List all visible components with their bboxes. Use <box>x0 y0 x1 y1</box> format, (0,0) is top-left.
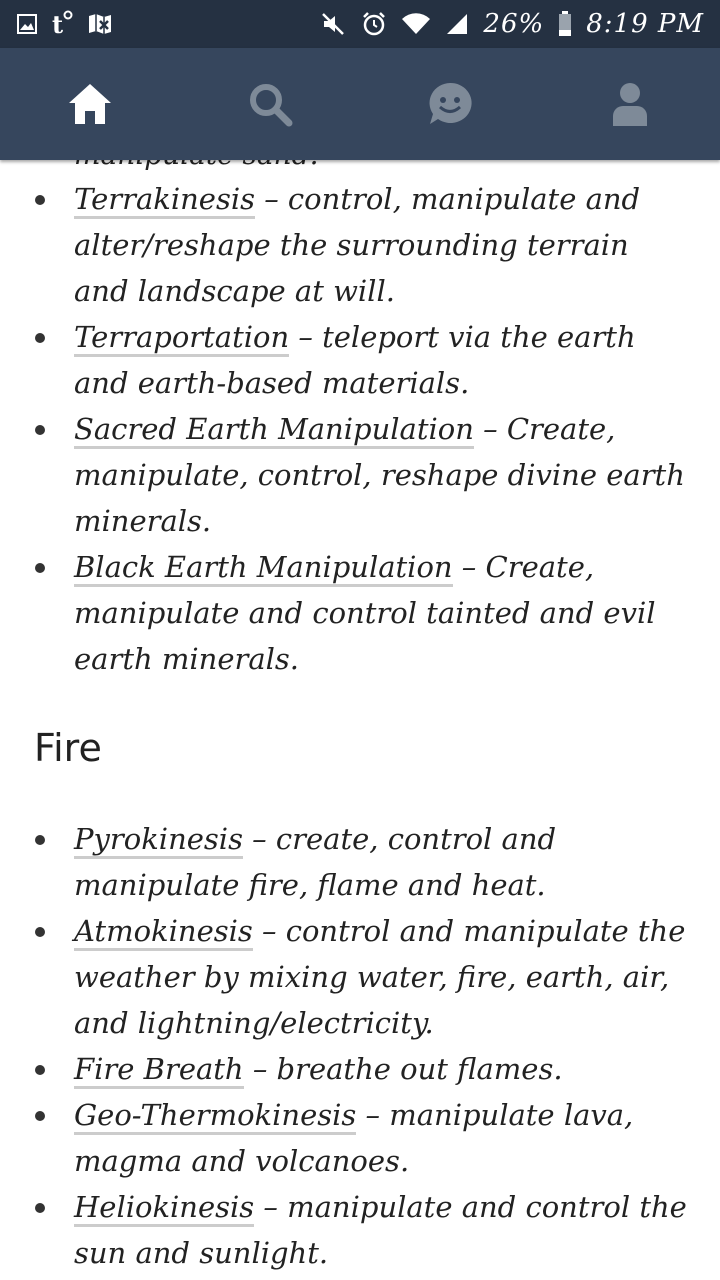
nav-search-button[interactable] <box>230 64 310 144</box>
power-description-line: magma and volcanoes. <box>74 1144 410 1178</box>
bullet-icon <box>35 1203 45 1213</box>
bullet-icon <box>35 1065 45 1075</box>
top-nav-bar <box>0 48 720 160</box>
chat-face-icon <box>426 80 474 128</box>
power-description-line: manipulate, control, reshape divine earth <box>74 458 685 492</box>
carrier-icon <box>52 10 73 39</box>
list-item <box>0 908 720 1046</box>
wifi-icon <box>401 12 431 36</box>
list-item <box>0 406 720 544</box>
power-description-line: and earth-based materials. <box>74 366 470 400</box>
status-bar-left <box>16 10 113 39</box>
power-link[interactable]: Sacred Earth Manipulation <box>74 412 474 449</box>
power-description: – breathe out flames. <box>243 1052 563 1086</box>
power-link[interactable]: Black Earth Manipulation <box>74 550 453 587</box>
status-bar <box>0 0 720 48</box>
bullet-icon <box>35 425 45 435</box>
home-icon <box>66 80 114 128</box>
power-description: – create, control and <box>242 822 557 856</box>
power-link[interactable]: Pyrokinesis <box>74 822 243 859</box>
search-icon <box>246 80 294 128</box>
power-description-line: and landscape at will. <box>74 274 395 308</box>
bullet-icon <box>35 195 45 205</box>
bullet-icon <box>35 1111 45 1121</box>
section-heading-fire: Fire <box>34 726 102 770</box>
battery-percentage: 26% <box>483 9 545 39</box>
earth-powers-list <box>0 176 720 682</box>
nav-home-button[interactable] <box>50 64 130 144</box>
power-description-line: manipulate fire, flame and heat. <box>74 868 546 902</box>
battery-icon <box>558 11 572 37</box>
power-description: – manipulate lava, <box>356 1098 634 1132</box>
list-item <box>0 176 720 314</box>
mute-icon <box>321 12 347 36</box>
power-description: – control and manipulate the <box>252 914 686 948</box>
bullet-icon <box>35 563 45 573</box>
gallery-notification-icon <box>16 13 38 35</box>
bullet-icon <box>35 835 45 845</box>
list-item <box>0 314 720 406</box>
map-blocked-icon <box>87 12 113 36</box>
power-link[interactable]: Terrakinesis <box>74 182 255 219</box>
power-description-line: earth minerals. <box>74 642 300 676</box>
bullet-icon <box>35 927 45 937</box>
list-item <box>0 816 720 908</box>
clock: 8:19 PM <box>586 9 704 39</box>
list-item <box>0 544 720 682</box>
power-description: – Create, <box>452 550 595 584</box>
power-link[interactable]: Atmokinesis <box>74 914 253 951</box>
power-description-line: minerals. <box>74 504 212 538</box>
power-description: – Create, <box>473 412 616 446</box>
account-icon <box>606 80 654 128</box>
alarm-icon <box>361 11 387 37</box>
power-description-line: manipulate and control tainted and evil <box>74 596 656 630</box>
power-description: – teleport via the earth <box>289 320 636 354</box>
signal-icon <box>445 12 469 36</box>
fire-powers-list <box>0 816 720 1276</box>
power-link[interactable]: Fire Breath <box>74 1052 244 1089</box>
list-item <box>0 1092 720 1184</box>
status-bar-right <box>321 9 704 39</box>
list-item <box>0 1184 720 1276</box>
nav-activity-button[interactable] <box>410 64 490 144</box>
nav-account-button[interactable] <box>590 64 670 144</box>
post-content <box>0 160 720 1280</box>
power-link[interactable]: Geo-Thermokinesis <box>74 1098 356 1135</box>
power-description-line: and lightning/electricity. <box>74 1006 434 1040</box>
power-description-line: weather by mixing water, fire, earth, air, <box>74 960 670 994</box>
power-link[interactable]: Heliokinesis <box>74 1190 254 1227</box>
bullet-icon <box>35 333 45 343</box>
power-description-line: alter/reshape the surrounding terrain <box>74 228 629 262</box>
list-item <box>0 1046 720 1092</box>
power-description: – manipulate and control the <box>254 1190 687 1224</box>
power-link[interactable]: Terraportation <box>74 320 289 357</box>
power-description: – control, manipulate and <box>255 182 641 216</box>
carrier-label: t <box>52 9 64 39</box>
power-description-line: sun and sunlight. <box>74 1236 329 1270</box>
